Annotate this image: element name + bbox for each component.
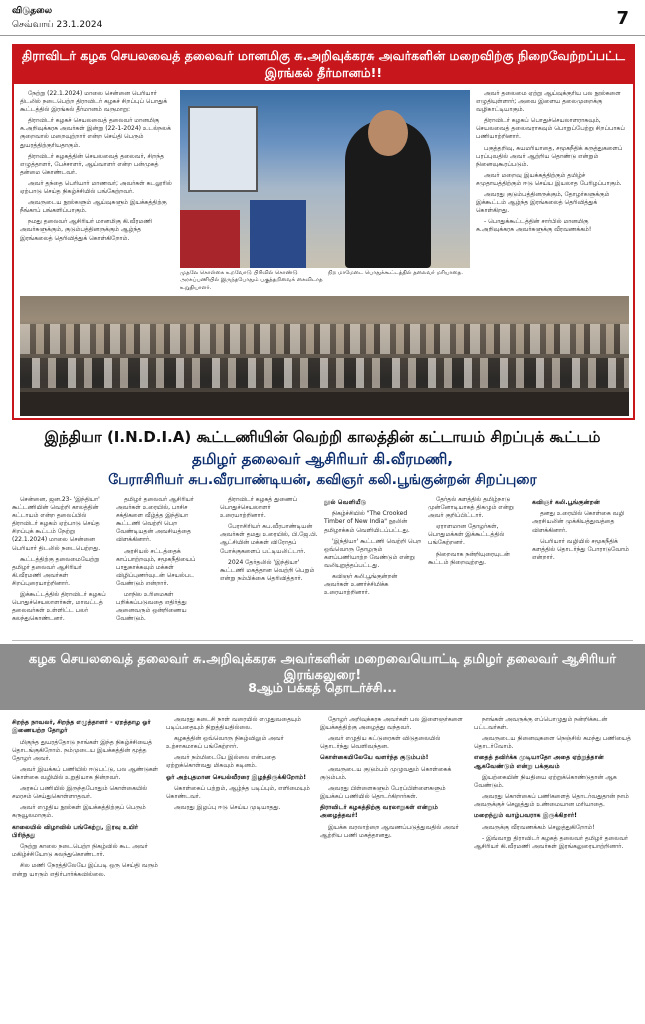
paragraph: 'இந்தியா' கூட்டணி வெற்றி பெற ஒவ்வொரு தோழரும் களப்பணியாற்ற வேண்டும் என்று வலியுறுத்தப்பட்டது. xyxy=(324,537,422,569)
paragraph: அவரது கடைசி நாள் வரையில் எழுதுவதையும் படிப்பதையும் நிறுத்தியதில்லை. xyxy=(166,716,301,732)
paragraph: அவரது குடும்பத்தினருக்கும், தோழர்களுக்கும் இக்கூட்டம் ஆழ்ந்த இரங்கலைத் தெரிவித்துக் கொள்கிறது. xyxy=(476,191,610,215)
paragraph: திராவிடர் கழகச் செயலவைத் தலைவர் மானமிகு சு.அறிவுக்கரசு அவர்கள் இன்று (22-1-2024) உடல்நலக் குறைவால் மறைவுற்றார் என்ற செய்தி பெரும் துயரத்திற்குரியதாகும். xyxy=(20,117,171,149)
paragraph: இயற்கையின் நியதியை ஏற்றுக்கொண்டுதான் ஆக வேண்டும். xyxy=(474,774,617,790)
paragraph: இயக்க வரலாற்றை ஆவணப்படுத்துவதில் அவர் ஆற்றிய பணி மகத்தானது. xyxy=(320,823,459,839)
paragraph: தமிழர் தலைவர் ஆசிரியர் அவர்கள் உரையில், பாசிச சக்திகளை வீழ்த்த இந்தியா கூட்டணி வெற்றி பெற வேண்டியதன் அவசியத்தை விளக்கினார். xyxy=(116,496,194,544)
story2-column-6 xyxy=(532,496,633,638)
paragraph: அவருடைய நினைவுகளை நெஞ்சில் சுமந்து பணியைத் தொடர்வோம். xyxy=(474,735,631,751)
paragraph: கழகத்தின் ஒவ்வொரு நிகழ்விலும் அவர் உற்சாகமாகப் பங்கேற்றார். xyxy=(166,735,284,751)
speaker-photo xyxy=(180,90,470,268)
paragraph: அவர் நம்மிடையே இல்லை என்பதை ஏற்றுக்கொள்வது மிகவும் கடினம். xyxy=(166,754,276,770)
portrait-frame xyxy=(188,106,258,192)
paragraph: நேற்று (22.1.2024) மாலை சென்னை பெரியார் திடலில் நடைபெற்ற திராவிடர் கழகச் சிறப்புப் பொதுக் கூட்டத்தில் இரங்கல் தீர்மானம் வருமாறு: xyxy=(20,90,168,114)
paragraph: நிகழ்ச்சியில் "The Crooked Timber of New India" நூலின் தமிழாக்கம் வெளியிடப்பட்டது. xyxy=(324,510,410,534)
story2-headline-1: இந்தியா (I.N.D.I.A) கூட்டணியின் வெற்றி காலத்தின் கட்டாயம் சிறப்புக் கூட்டம் xyxy=(44,428,601,446)
story2-column-2 xyxy=(116,496,214,638)
subheading: திராவிடர் கழகத்திற்கு வரலாறுகள் என்றும் அழைத்தவர்! xyxy=(320,804,439,820)
paragraph: அவருடைய குடும்பம் முழுவதும் கொள்கைக் குடும்பம். xyxy=(320,765,452,781)
paragraph: தனது உரையில் கொள்கை வழி அரசியலின் முக்கியத்துவத்தை விளக்கினார். xyxy=(532,510,625,534)
paragraph: பகுத்தறிவு, சுயமரியாதை, சமூகநீதிக் கருத்துகளைப் பரப்புவதில் அவர் ஆற்றிய தொண்டு என்றும் நினைவுகூரப்படும். xyxy=(476,144,623,168)
paragraph: கவிஞர் கலி.பூங்குன்றன் அவர்கள் உணர்ச்சிமிக்க உரையாற்றினார். xyxy=(324,573,398,597)
stage-table xyxy=(180,210,240,268)
paragraph: திராவிடர் கழகப் பொதுச்செயலாளராகவும், செயலவைத் தலைவராகவும் பொறுப்பேற்று சிறப்பாகப் பணியாற்றினார். xyxy=(476,117,625,141)
issue-date: செவ்வாய் 23.1.2024 xyxy=(12,20,103,30)
podium xyxy=(250,200,306,268)
paragraph: மாநில உரிமைகள் பறிக்கப்படுவதை எதிர்த்து அனைவரும் ஒன்றிணைய வேண்டும். xyxy=(116,591,187,623)
audience-row-back xyxy=(20,324,629,354)
story2-column-3 xyxy=(220,496,318,638)
audience-row-front xyxy=(20,358,629,388)
resolution-right-column xyxy=(476,90,628,290)
subheading: காலையில் விழாவில் பங்கேற்று, இரவு உயிர் பிரிந்தது xyxy=(12,823,139,839)
paragraph: அவர் இயக்கப் பணியில் ஈடுபட்டு, பல ஆண்டுகள் கொள்கை வழியில் உறுதியாக நின்றவர். xyxy=(12,766,159,782)
photo-caption-left: முதலே கொள்கை உறவோடு பிரிவில் கொண்டு அரசுப்பணியில் இருந்தபோதும் பகுத்தறிவைக் கைவிடாத உறுதியாளர். xyxy=(180,270,323,291)
paragraph: நாங்கள் அவருக்கு எப்பொழுதும் நன்றிக்கடன் பட்டவர்கள். xyxy=(474,716,608,732)
paragraph: அவர் தலைமை ஏற்று ஆய்வுக்குரிய பல நூல்களை எழுதியுள்ளார்; அவை இளைய தலைமுறைக்கு வழிகாட்டியாகும். xyxy=(476,90,621,114)
paragraph: நேற்று காலை நடைபெற்ற நிகழ்வில் கூட அவர் மகிழ்ச்சியோடு கலந்துகொண்டார். xyxy=(12,843,148,859)
story2-headline-2: தமிழர் தலைவர் ஆசிரியர் கி.வீரமணி, xyxy=(191,450,454,468)
newspaper-name: விடுதலை xyxy=(12,6,53,16)
subheading: எதைத் தவிர்க்க முடியாதோ அதை ஏற்றுத்தான் ஆகவேண்டும் என்று பக்குவம் xyxy=(474,754,604,770)
paragraph: அரசியல் சட்டத்தைக் காப்பாற்றவும், சமூகநீதியைப் பாதுகாக்கவும் மக்கள் விழிப்புணர்வுடன் செயல்பட வேண்டும் என்றார். xyxy=(116,547,196,587)
paragraph: 2024 தேர்தலில் 'இந்தியா' கூட்டணி மகத்தான வெற்றி பெறும் என்று நம்பிக்கை தெரிவித்தார். xyxy=(220,558,315,582)
section-divider xyxy=(12,640,633,641)
paragraph: மிகுந்த துயரத்தோடு நாங்கள் இந்த நிகழ்ச்சியைத் தொடங்குகிறோம். நம்முடைய இயக்கத்தின் மூத்த தோழர் அவர். xyxy=(12,738,153,762)
paragraph: கொள்கைப் பற்றும், ஆழ்ந்த படிப்பும், எளிமையும் கொண்டவர். xyxy=(166,784,310,801)
paragraph: கூட்டத்திற்கு தலைமையேற்று தமிழர் தலைவர் ஆசிரியர் கி.வீரமணி அவர்கள் சிறப்புரையாற்றினார். xyxy=(12,555,100,587)
story2-column-1 xyxy=(12,496,110,638)
subheading: நூல் வெளியீடு xyxy=(324,499,367,506)
subheading: கொள்கையிலேயே வளர்ந்த குடும்பம்! xyxy=(320,754,429,762)
story3-column-3 xyxy=(320,716,468,1018)
page-header xyxy=(0,0,645,36)
paragraph: அவர் மறைவு இயக்கத்திற்கும் தமிழ்ச் சமுதாயத்திற்கும் ஈடு செய்ய இயலாத பேரிழப்பாகும். xyxy=(476,171,622,187)
page-number: 7 xyxy=(616,8,629,29)
paragraph: அவருக்கு வீரவணக்கம் செலுத்துகிறோம்! xyxy=(482,823,595,831)
subheading: ஓர் அற்புதமான செயல்வீரரை இழந்திருக்கிறோம்! xyxy=(166,773,307,781)
paragraph: திராவிடர் கழகத்தின் செயலவைத் தலைவர், சிறந்த எழுத்தாளர், பேச்சாளர், ஆய்வாளர் என்ற பன்முகத் தன்மை கொண்டவர். xyxy=(20,152,164,176)
subheading: மறைந்தும் வாழ்பவராக இருக்கிறார்! xyxy=(474,812,577,820)
subheading: சிறந்த நாவலர், சிறந்த எழுத்தாளர் - ஏறத்தாழ ஓர் இணையற்ற தோழர் xyxy=(12,719,151,735)
story3-column-4 xyxy=(474,716,633,1018)
resolution-left-column xyxy=(20,90,174,290)
story3-column-1 xyxy=(12,716,160,1018)
paragraph: அவர் எழுதிய கட்டுரைகள் விடுதலையில் தொடர்ந்து வெளிவந்தன. xyxy=(320,735,441,751)
resolution-banner: திராவிடர் கழக செயலவைத் தலைவர் மானமிகு சு.அறிவுக்கரசு அவர்களின் மறைவிற்கு நிறைவேற்றப்பட்ட இரங்கல் தீர்மானம்!! xyxy=(14,46,633,84)
story3-column-2 xyxy=(166,716,314,1018)
story2-column-4 xyxy=(324,496,422,638)
paragraph: அவரது பிள்ளைகளும் பேரப்பிள்ளைகளும் இயக்கப் பணியில் தொடர்கிறார்கள். xyxy=(320,784,446,801)
paragraph: அவரது இழப்பு ஈடு செய்ய முடியாதது. xyxy=(174,804,281,812)
continuation-note: 8ஆம் பக்கத் தொடர்ச்சி... xyxy=(248,680,397,695)
hall-floor xyxy=(20,392,629,416)
paragraph: சென்னை, ஜன.23- 'இந்தியா' கூட்டணியின் வெற்றி காலத்தின் கட்டாயம் என்ற தலைப்பில் திராவிடர் கழகம் ஏற்பாடு செய்த சிறப்புக் கூட்டம் நேற்று (22.1.2024) மாலை சென்னை பெரியார் திடலில் நடைபெற்றது. xyxy=(12,496,101,552)
tribute-banner-title: கழக செயலவைத் தலைவர் சு.அறிவுக்கரசு அவர்களின் மறைவையொட்டி தமிழர் தலைவர் ஆசிரியர் இரங்கலுரை! xyxy=(28,652,617,683)
photo-caption-right: நிற மாமேடை பொதுக்கூட்டத்தில் தலைவர் மரியாதை. xyxy=(328,270,463,276)
paragraph: அவர் எழுதிய நூல்கள் இயக்கத்திற்குப் பெரும் கருவூலமாகும். xyxy=(12,804,146,820)
paragraph: பேராசிரியர் சுப.வீரபாண்டியன் அவர்கள் தமது உரையில், பி.ஜே.பி. ஆட்சியின் மக்கள் விரோதப் போக்குகளைப் பட்டியலிட்டார். xyxy=(220,523,318,555)
paragraph: அவருடைய நூல்களும் ஆய்வுகளும் இயக்கத்திற்கு நீங்காப் பங்களிப்பாகும். xyxy=(20,199,167,215)
paragraph: திராவிடர் கழகத் துணைப் பொதுச்செயலாளர் உரையாற்றினார். xyxy=(220,496,298,520)
paragraph: அவர் தந்தை பெரியார் மாணவர்; அவர்கள் கடலூரில் ஏற்பாடு செய்த நிகழ்ச்சியில் பங்கேற்றவர். xyxy=(20,179,172,196)
tribute-banner xyxy=(0,644,645,710)
story2-column-5 xyxy=(428,496,526,638)
paragraph: ஏராளமான தோழர்கள், பொதுமக்கள் இக்கூட்டத்தில் பங்கேற்றனர். xyxy=(428,523,505,547)
paragraph: அரசுப் பணியில் இருந்தபோதும் கொள்கையில் சமரசம் செய்துகொள்ளாதவர். xyxy=(12,785,148,801)
paragraph: தேர்தல் களத்தில் தமிழ்நாடு முன்னோடியாகத் திகழும் என்று அவர் குறிப்பிட்டார். xyxy=(428,496,514,520)
paragraph: தோழர் அறிவுக்கரசு அவர்கள் பல இளைஞர்களை இயக்கத்திற்கு அழைத்து வந்தவர். xyxy=(320,716,463,732)
paragraph: நிறைவாக நன்றியுரையுடன் கூட்டம் நிறைவுற்றது. xyxy=(428,550,510,566)
paragraph: நமது தலைவர் ஆசிரியர் மானமிகு கி.வீரமணி அவர்களுக்கும், குடும்பத்தினருக்கும் ஆழ்ந்த இரங்கலைத் தெரிவித்துக் கொள்கிறோம். xyxy=(20,218,153,242)
story2-headline-3: பேராசிரியர் சுப.வீரபாண்டியன், கவிஞர் கலி.பூங்குன்றன் சிறப்புரை xyxy=(108,472,537,488)
paragraph: சில மணி நேரத்திலேயே இப்படி ஒரு செய்தி வரும் என்று யாரும் எதிர்பார்க்கவில்லை. xyxy=(12,862,158,878)
condolence-resolution-box xyxy=(12,44,635,420)
paragraph: அவரது கொள்கைப் பணிகளைத் தொடர்வதுதான் நாம் அவருக்குச் செலுத்தும் உண்மையான மரியாதை. xyxy=(474,793,629,809)
audience-photo xyxy=(20,296,629,416)
paragraph: பெரியார் வழியில் சமூகநீதிக் களத்தில் தொடர்ந்து போராடுவோம் என்றார். xyxy=(532,537,629,561)
paragraph: இக்கூட்டத்தில் திராவிடர் கழகப் பொதுச்செயலாளர்கள், மாவட்டத் தலைவர்கள் உள்ளிட்ட பலர் கலந்துகொண்டனர். xyxy=(12,591,106,623)
speaker-head xyxy=(368,110,408,156)
subheading: கவிஞர் கலி.பூங்குன்றன் xyxy=(532,499,600,506)
paragraph: - இவ்வாறு திராவிடர் கழகத் தலைவர் தமிழர் தலைவர் ஆசிரியர் கி.வீரமணி அவர்கள் இரங்கலுரையாற்றினார். xyxy=(474,834,629,851)
paragraph: - பொதுக்கூட்டத்தின் சார்பில் மானமிகு சு.அறிவுக்கரசு அவர்களுக்கு வீரவணக்கம்! xyxy=(476,218,592,234)
